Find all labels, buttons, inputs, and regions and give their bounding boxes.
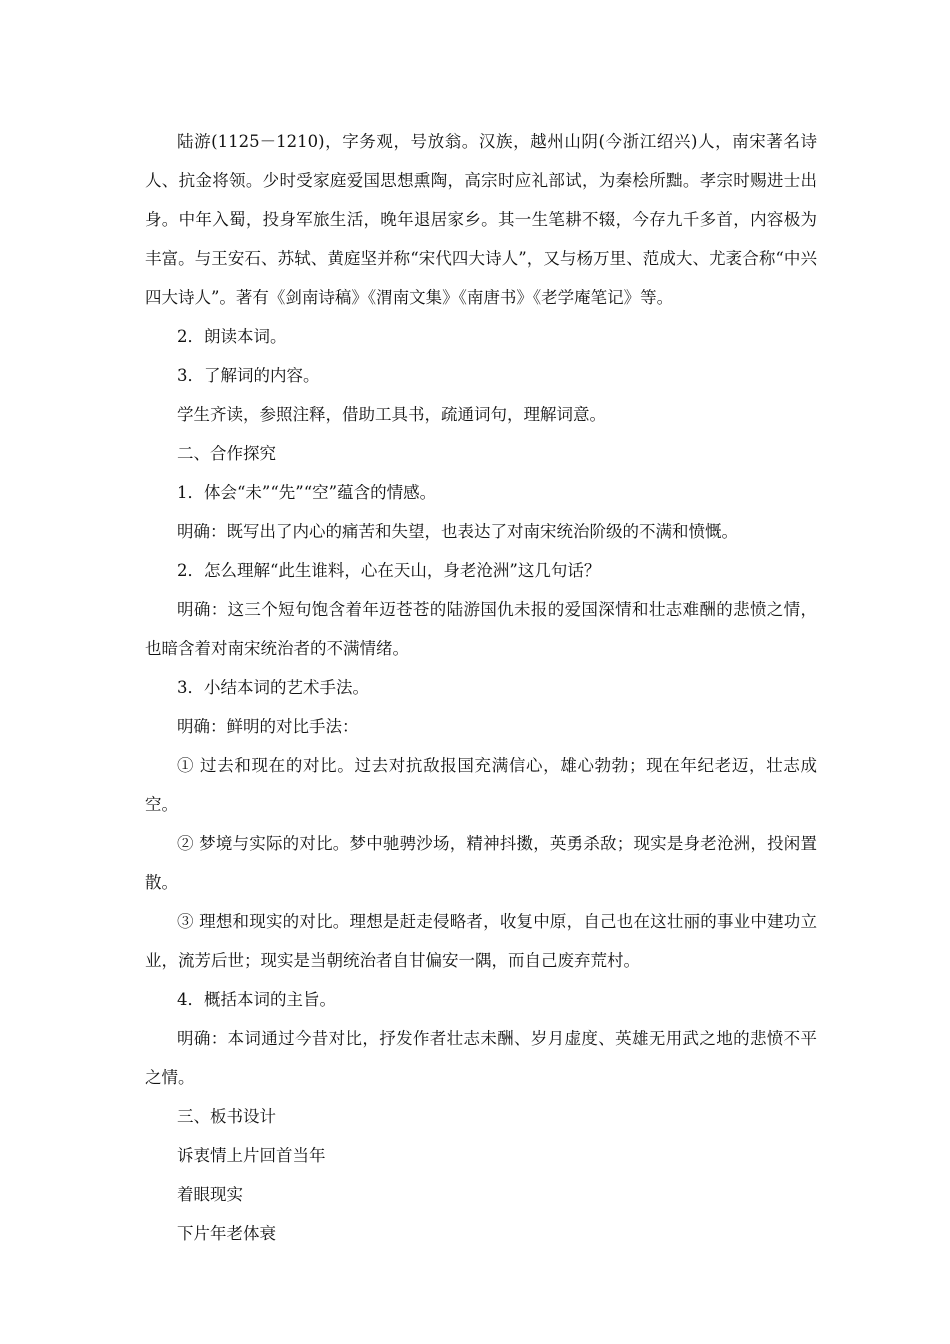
author-intro-paragraph: 陆游(1125－1210)，字务观，号放翁。汉族，越州山阴(今浙江绍兴)人，南宋著名诗人、抗金将领。少时受家庭爱国思想熏陶，高宗时应礼部试，为秦桧所黜。孝宗时赐进士出身。中年入蜀，投身军旅生活，晚年退居家乡。其一生笔耕不辍，今存九千多首，内容极为丰富。与王安石、苏轼、黄庭坚并称“宋代四大诗人”，又与杨万里、范成大、尤袤合称“中兴四大诗人”。著有《剑南诗稿》《渭南文集》《南唐书》《老学庵笔记》等。	[145, 132, 817, 307]
answer-3: 明确：鲜明的对比手法：	[177, 717, 359, 736]
section-3-heading: 三、板书设计	[177, 1107, 276, 1126]
question-1: 1．体会“未”“先”“空”蕴含的情感。	[177, 483, 437, 502]
section-2-heading: 二、合作探究	[177, 444, 276, 463]
contrast-2: ② 梦境与实际的对比。梦中驰骋沙场，精神抖擞，英勇杀敌；现实是身老沧洲，投闲置散。	[145, 834, 817, 892]
board-line-2: 着眼现实	[177, 1185, 243, 1204]
item-2-heading: 2．朗读本词。	[177, 327, 287, 346]
answer-2: 明确：这三个短句饱含着年迈苍苍的陆游国仇未报的爱国深情和壮志难酬的悲愤之情，也暗含着对南宋统治者的不满情绪。	[145, 600, 817, 658]
question-2: 2．怎么理解“此生谁料，心在天山，身老沧洲”这几句话？	[177, 561, 601, 580]
item-3-heading: 3．了解词的内容。	[177, 366, 320, 385]
document-body	[145, 122, 817, 1253]
board-line-3: 下片年老体衰	[177, 1224, 276, 1243]
item-3-text: 学生齐读，参照注释，借助工具书，疏通词句，理解词意。	[177, 405, 606, 424]
contrast-1: ① 过去和现在的对比。过去对抗敌报国充满信心，雄心勃勃；现在年纪老迈，壮志成空。	[145, 756, 817, 814]
board-line-1: 诉衷情上片回首当年	[177, 1146, 326, 1165]
question-3: 3．小结本词的艺术手法。	[177, 678, 369, 697]
answer-4: 明确：本词通过今昔对比，抒发作者壮志未酬、岁月虚度、英雄无用武之地的悲愤不平之情。	[145, 1029, 817, 1087]
answer-1: 明确：既写出了内心的痛苦和失望，也表达了对南宋统治阶级的不满和愤慨。	[177, 522, 738, 541]
question-4: 4．概括本词的主旨。	[177, 990, 336, 1009]
contrast-3: ③ 理想和现实的对比。理想是赶走侵略者，收复中原，自己也在这壮丽的事业中建功立业，流芳后世；现实是当朝统治者自甘偏安一隅，而自己废弃荒村。	[145, 912, 817, 970]
